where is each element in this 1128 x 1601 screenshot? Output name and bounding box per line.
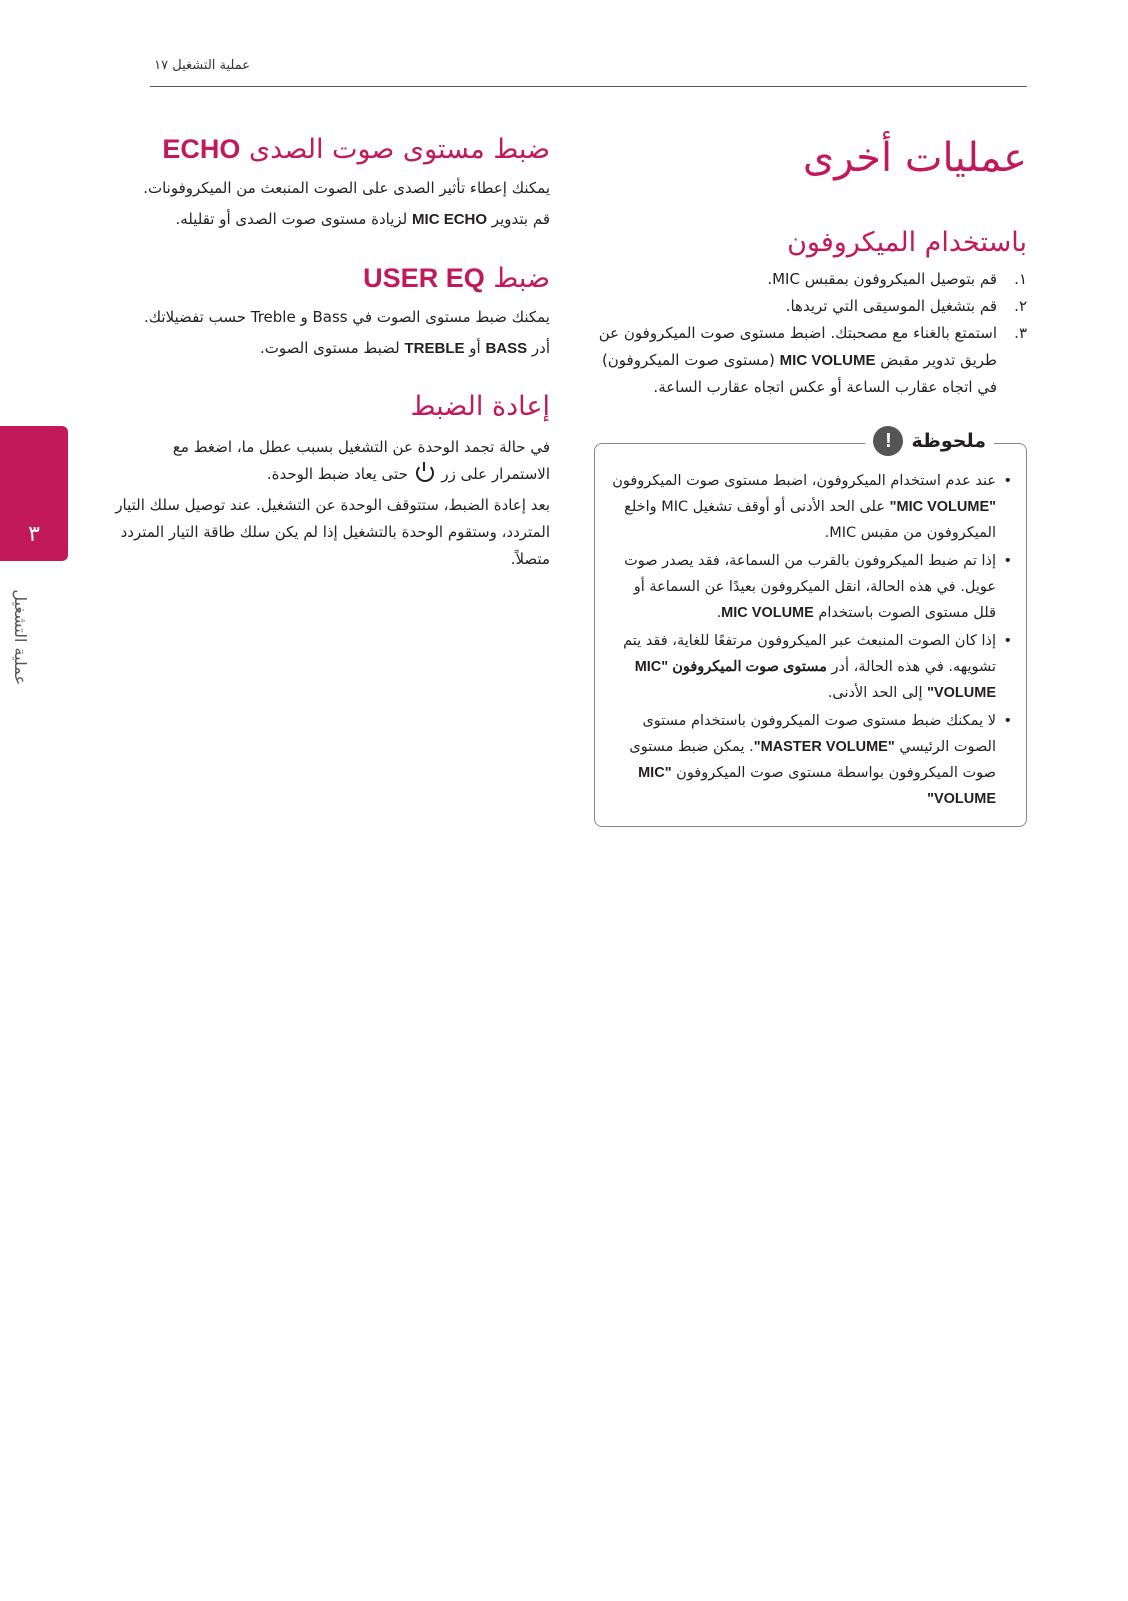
page-title: عمليات أخرى — [802, 135, 1027, 181]
mic-steps — [594, 266, 1027, 401]
echo-p2-text-cont: لزيادة مستوى صوت الصدى أو تقليله. — [175, 210, 413, 228]
note-text-cont: إلى الحد الأدنى. — [827, 685, 928, 701]
echo-paragraph-1: يمكنك إعطاء تأثير الصدى على الصوت المنبعث من الميكروفونات. — [143, 179, 550, 197]
echo-heading — [110, 130, 550, 169]
exclamation-icon: ! — [873, 426, 903, 456]
mic-heading: باستخدام الميكروفون — [787, 227, 1027, 258]
note-text-cont: . يمكن ضبط مستوى صوت الميكروفون بواسطة مستوى صوت الميكروفون — [629, 739, 996, 781]
user-eq-paragraph-2 — [110, 335, 550, 362]
step-text-cont: (مستوى صوت الميكروفون) في اتجاه عقارب الساعة أو عكس اتجاه عقارب الساعة. — [601, 351, 997, 396]
reset-paragraph-1 — [110, 434, 550, 488]
note-item — [609, 468, 1012, 546]
eq-p2-text: أدر — [527, 339, 550, 357]
step-text: استمتع بالغناء مع مصحبتك. اضبط مستوى صوت الميكروفون عن طريق تدوير مقبض — [598, 324, 997, 369]
user-eq-paragraph-1: يمكنك ضبط مستوى الصوت في Bass و Treble حسب تفضيلاتك. — [144, 308, 550, 326]
note-title: ملحوظة — [911, 430, 986, 452]
mic-echo-label: MIC ECHO — [412, 211, 488, 228]
note-list — [609, 468, 1012, 812]
user-eq-heading-text: ضبط — [493, 263, 550, 294]
reset-heading: إعادة الضبط — [410, 391, 550, 422]
left-column — [110, 130, 550, 573]
note-bold: مستوى صوت الميكروفون "MIC VOLUME" — [634, 659, 996, 701]
step-number: ١. — [1014, 270, 1027, 288]
reset-p1-text: في حالة تجمد الوحدة عن التشغيل بسبب عطل ما، اضغط مع الاستمرار على زر — [172, 438, 550, 483]
chapter-tab — [0, 426, 68, 561]
bass-label: BASS — [485, 340, 528, 357]
mic-volume-label: MIC VOLUME — [779, 352, 876, 369]
step-number: ٣. — [1014, 324, 1027, 342]
note-item — [609, 628, 1012, 706]
step-item — [594, 293, 1027, 320]
reset-p1-text-cont: حتى يعاد ضبط الوحدة. — [266, 465, 413, 483]
note-bold: "MASTER VOLUME" — [753, 739, 895, 755]
step-text: قم بتشغيل الموسيقى التي تريدها. — [785, 297, 997, 315]
page-number: ١٧ — [154, 58, 169, 73]
step-number: ٢. — [1014, 297, 1027, 315]
echo-paragraph-2 — [110, 206, 550, 233]
eq-p2-text-cont: لضبط مستوى الصوت. — [260, 339, 405, 357]
chapter-tab-label: عملية التشغيل — [11, 589, 30, 685]
note-text: إذا كان الصوت المنبعث عبر الميكروفون مرتفعًا للغاية، فقد يتم تشويهه. في هذه الحالة، أدر — [623, 633, 996, 675]
note-text: لا يمكنك ضبط مستوى صوت الميكروفون باستخدام مستوى الصوت الرئيسي — [642, 713, 996, 755]
note-header — [865, 426, 994, 456]
header-divider — [150, 86, 1027, 87]
note-text-cont: على الحد الأدنى أو أوقف تشغيل MIC واخلع الميكروفون من مقبس MIC. — [624, 499, 996, 541]
page-header — [110, 58, 250, 80]
step-item — [594, 320, 1027, 401]
chapter-tab-number: ٣ — [28, 522, 40, 547]
echo-heading-text: ضبط مستوى صوت الصدى — [249, 134, 550, 165]
chapter-name: عملية التشغيل — [172, 58, 250, 73]
note-text: عند عدم استخدام الميكروفون، اضبط مستوى صوت الميكروفون — [612, 473, 996, 489]
note-bold: "MIC VOLUME" — [889, 499, 996, 515]
echo-p2-text: قم بتدوير — [487, 210, 550, 228]
note-text-cont: . — [716, 605, 722, 621]
power-icon — [416, 464, 434, 482]
eq-p2-mid: أو — [464, 339, 486, 357]
note-text: إذا تم ضبط الميكروفون بالقرب من السماعة، فقد يصدر صوت عويل. في هذه الحالة، انقل الميكروفون بعيدًا عن السماعة أو قلل مستوى الصوت باستخدام — [624, 553, 996, 621]
user-eq-heading-latin: USER EQ — [363, 263, 485, 293]
user-eq-heading — [110, 259, 550, 298]
treble-label: TREBLE — [404, 340, 465, 357]
step-item — [594, 266, 1027, 293]
right-column — [594, 130, 1027, 827]
step-text: قم بتوصيل الميكروفون بمقبس MIC. — [767, 270, 997, 288]
echo-heading-latin: ECHO — [162, 134, 241, 164]
note-box — [594, 429, 1027, 827]
reset-paragraph-2: بعد إعادة الضبط، ستتوقف الوحدة عن التشغيل. عند توصيل سلك التيار المتردد، وستقوم الوحدة بالتشغيل إذا لم يكن سلك طاقة التيار المتردد متصلاً. — [115, 496, 550, 568]
note-bold: MIC VOLUME — [721, 605, 814, 621]
note-bold: "MIC VOLUME" — [638, 765, 996, 807]
note-item — [609, 708, 1012, 812]
note-item — [609, 548, 1012, 626]
